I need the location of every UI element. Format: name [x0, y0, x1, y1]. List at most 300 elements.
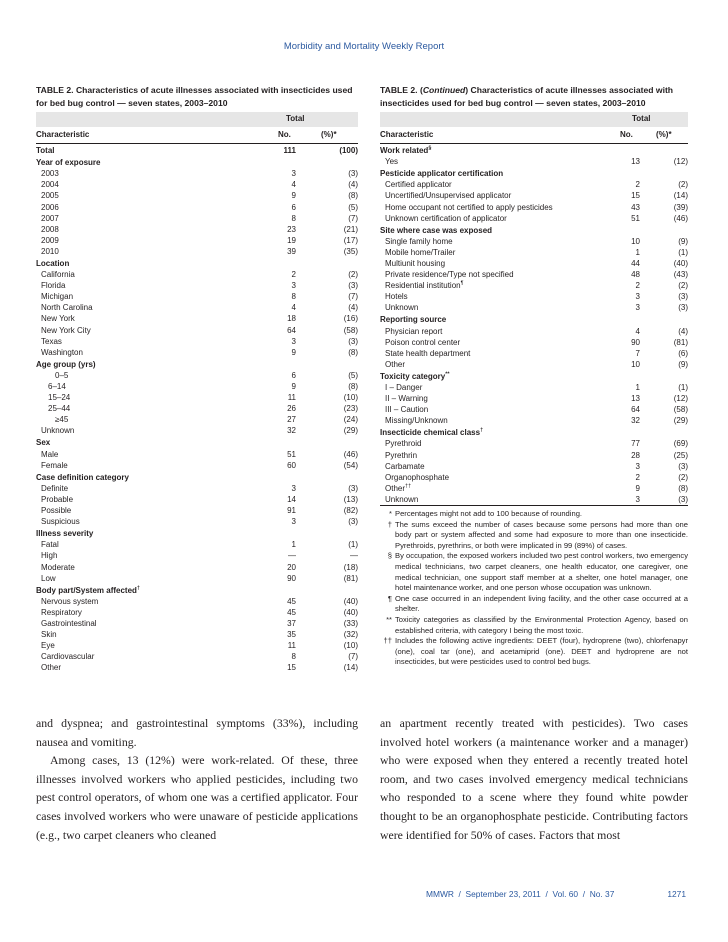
- row-label: [380, 144, 605, 156]
- table-row: [36, 516, 358, 527]
- label-text: Physician report: [385, 326, 443, 336]
- table-row: [36, 201, 358, 212]
- label-text: Age group (yrs): [36, 359, 96, 369]
- cell-percent: (33): [343, 618, 358, 628]
- footnote-mark: ††: [383, 636, 392, 646]
- row-label: [36, 257, 261, 269]
- table-title: TABLE 2. Characteristics of acute illnesses associated with insecticides used for bed bug control — seven states, 2003–2010: [36, 85, 353, 108]
- table-row: [36, 302, 358, 313]
- cell-number: 32: [287, 426, 296, 436]
- row-label: [380, 483, 605, 494]
- cell-number: 90: [631, 337, 640, 347]
- label-text: Work related: [380, 146, 429, 156]
- label-text: Unknown: [385, 494, 419, 504]
- cell-percent: (32): [343, 630, 358, 640]
- row-label: [380, 213, 605, 224]
- cell-percent: [640, 426, 688, 438]
- cell-number: 37: [287, 618, 296, 628]
- label-text: Other: [385, 359, 406, 369]
- table-row: [36, 596, 358, 607]
- table-2-part-2: [380, 84, 688, 668]
- cell-percent: (4): [678, 326, 688, 336]
- row-label: [36, 336, 261, 347]
- cell-number: [261, 358, 296, 370]
- table-row: [36, 483, 358, 494]
- cell-percent: (6): [678, 348, 688, 358]
- cell-number: 11: [287, 641, 296, 651]
- row-label: [36, 325, 261, 336]
- cell-percent: (3): [678, 303, 688, 313]
- table-row: [36, 607, 358, 618]
- col-characteristic: Characteristic: [380, 130, 434, 139]
- row-label: [36, 201, 261, 212]
- label-text: 2005: [41, 191, 59, 201]
- cell-number: 3: [291, 281, 296, 291]
- cell-number: —: [288, 551, 296, 561]
- col-percent: (%)*: [321, 130, 337, 139]
- cell-percent: (9): [678, 236, 688, 246]
- cell-percent: (8): [348, 191, 358, 201]
- cell-percent: [296, 358, 358, 370]
- table-row: [36, 179, 358, 190]
- table-row: [380, 269, 688, 280]
- cell-number: [605, 370, 640, 382]
- label-text: Probable: [41, 494, 74, 504]
- row-label: [380, 280, 605, 291]
- footnote: [380, 636, 688, 668]
- cell-number: 28: [631, 450, 640, 460]
- label-text: Washington: [41, 347, 83, 357]
- row-label: [36, 527, 261, 539]
- footnote-text: Includes the following active ingredients: DEET (four), hydroprene (two), chlorfenapyr (one), coal tar (one), and acetamiprid (one). DEET and hydroprene are not insecticides, but were pesticides used to control bed bugs.: [395, 636, 688, 667]
- row-label: [36, 403, 261, 414]
- cell-number: 1: [291, 540, 296, 550]
- footnote-marker: §: [428, 145, 432, 152]
- table-row: [36, 336, 358, 347]
- row-label: [380, 382, 605, 393]
- label-text: ≥45: [55, 415, 69, 425]
- label-text: Residential institution: [385, 281, 461, 291]
- label-text: II – Warning: [385, 394, 428, 404]
- table-row: [36, 370, 358, 381]
- cell-number: 27: [287, 415, 296, 425]
- label-text: Reporting source: [380, 315, 447, 325]
- table-2-part-1: [36, 84, 358, 673]
- cell-percent: (21): [343, 224, 358, 234]
- page-footer: [426, 889, 686, 899]
- cell-percent: (17): [343, 235, 358, 245]
- cell-number: 111: [283, 146, 296, 156]
- row-label: [380, 167, 605, 179]
- label-text: State health department: [385, 348, 471, 358]
- section-row: [380, 224, 688, 236]
- cell-percent: (14): [343, 663, 358, 673]
- label-text: Eye: [41, 641, 55, 651]
- row-label: [36, 483, 261, 494]
- cell-percent: [296, 527, 358, 539]
- band-label: Total: [286, 114, 305, 123]
- table-row: [380, 190, 688, 201]
- footnote-marker: **: [445, 371, 450, 378]
- cell-number: 3: [635, 494, 640, 504]
- section-row: [36, 584, 358, 596]
- cell-number: 64: [631, 405, 640, 415]
- label-text: Site where case was exposed: [380, 225, 493, 235]
- cell-number: 9: [291, 191, 296, 201]
- row-label: [36, 516, 261, 527]
- cell-number: [605, 167, 640, 179]
- label-text: Unknown: [41, 426, 75, 436]
- cell-percent: (8): [348, 382, 358, 392]
- row-label: [380, 190, 605, 201]
- cell-percent: (40): [343, 596, 358, 606]
- table-row: [36, 494, 358, 505]
- row-label: [36, 573, 261, 584]
- cell-percent: [640, 313, 688, 325]
- cell-percent: (10): [343, 393, 358, 403]
- row-label: [36, 561, 261, 572]
- cell-number: 2: [291, 270, 296, 280]
- page-number: 1271: [667, 889, 686, 899]
- cell-percent: (16): [343, 314, 358, 324]
- cell-number: 9: [291, 382, 296, 392]
- row-label: [36, 190, 261, 201]
- cell-percent: (40): [673, 258, 688, 268]
- cell-number: 11: [287, 393, 296, 403]
- row-label: [380, 337, 605, 348]
- table-row: [36, 425, 358, 436]
- table-row: [380, 450, 688, 461]
- table-row: [36, 662, 358, 673]
- table-row: [36, 168, 358, 179]
- table-bottom-rule: [380, 505, 688, 506]
- footnote: [380, 551, 688, 593]
- cell-percent: (12): [673, 157, 688, 167]
- cell-number: 3: [635, 292, 640, 302]
- cell-number: 6: [291, 370, 296, 380]
- cell-percent: [640, 224, 688, 236]
- cell-percent: (46): [343, 449, 358, 459]
- label-text: Possible: [41, 506, 72, 516]
- table-row: [380, 393, 688, 404]
- cell-number: 3: [291, 517, 296, 527]
- row-label: [380, 179, 605, 190]
- label-text: Fatal: [41, 540, 59, 550]
- cell-percent: (14): [673, 191, 688, 201]
- row-label: [36, 168, 261, 179]
- label-text: 2010: [41, 246, 59, 256]
- footnote-marker: ¶: [460, 280, 464, 287]
- label-text: 2008: [41, 224, 59, 234]
- cell-percent: (1): [678, 383, 688, 393]
- cell-number: 90: [287, 573, 296, 583]
- label-text: Skin: [41, 630, 57, 640]
- table-row: [380, 359, 688, 370]
- label-text: California: [41, 270, 75, 280]
- table-row: [380, 461, 688, 472]
- table-row: [380, 291, 688, 302]
- row-label: [380, 426, 605, 438]
- section-row: [36, 527, 358, 539]
- label-text: Sex: [36, 438, 51, 448]
- table-row: [36, 618, 358, 629]
- title-pre: TABLE 2. (: [380, 85, 423, 95]
- cell-number: 4: [291, 180, 296, 190]
- cell-number: 18: [287, 314, 296, 324]
- row-label: [36, 392, 261, 403]
- row-label: [380, 359, 605, 370]
- table-row: [36, 505, 358, 516]
- label-text: Male: [41, 449, 59, 459]
- label-text: North Carolina: [41, 303, 93, 313]
- table-row: [380, 280, 688, 291]
- cell-number: 14: [287, 494, 296, 504]
- cell-percent: (3): [678, 292, 688, 302]
- cell-percent: (35): [343, 246, 358, 256]
- footnote: [380, 520, 688, 552]
- cell-percent: (69): [673, 439, 688, 449]
- cell-number: 8: [291, 652, 296, 662]
- row-label: [36, 302, 261, 313]
- row-label: [36, 449, 261, 460]
- cell-percent: (40): [343, 607, 358, 617]
- cell-number: [605, 313, 640, 325]
- cell-percent: (3): [348, 281, 358, 291]
- label-text: Other: [41, 663, 62, 673]
- table-row: [36, 392, 358, 403]
- table-row: [380, 156, 688, 167]
- row-label: [36, 596, 261, 607]
- cell-number: [261, 156, 296, 168]
- section-row: [36, 156, 358, 168]
- section-row: [36, 257, 358, 269]
- footnote-marker: †: [480, 427, 484, 434]
- cell-percent: (5): [348, 370, 358, 380]
- table-row: [36, 539, 358, 550]
- table-row: [36, 573, 358, 584]
- table-row: [36, 213, 358, 224]
- table-row: [36, 561, 358, 572]
- cell-number: 77: [631, 439, 640, 449]
- row-label: [36, 584, 261, 596]
- cell-percent: [640, 144, 688, 156]
- label-text: Carbamate: [385, 461, 425, 471]
- cell-percent: (54): [343, 460, 358, 470]
- footnote-text: The sums exceed the number of cases because some persons had more than one body part or system affected and some had exposure to more than one insecticide. Pyrethroids, pyrethrins, or both were implicated in 99 (89%) of cases.: [395, 519, 688, 550]
- table-row: [36, 640, 358, 651]
- cell-number: 13: [631, 394, 640, 404]
- cell-number: 45: [287, 596, 296, 606]
- label-text: Low: [41, 573, 56, 583]
- label-text: Illness severity: [36, 529, 94, 539]
- row-label: [380, 269, 605, 280]
- cell-percent: [296, 156, 358, 168]
- label-text: Female: [41, 460, 68, 470]
- row-label: [380, 438, 605, 449]
- label-text: 25–44: [48, 404, 71, 414]
- cell-number: 35: [287, 630, 296, 640]
- row-label: [380, 291, 605, 302]
- row-label: [380, 302, 605, 313]
- label-text: Florida: [41, 281, 66, 291]
- label-text: Total: [36, 146, 55, 156]
- label-text: Moderate: [41, 562, 75, 572]
- title-post: ) Characteristics of acute illnesses associated with insecticides used for bed bug control — seven states, 2003–2010: [380, 85, 674, 108]
- table-row: [36, 190, 358, 201]
- cell-number: 32: [631, 416, 640, 426]
- cell-percent: [296, 471, 358, 483]
- table-row: [36, 313, 358, 324]
- label-text: Missing/Unknown: [385, 416, 448, 426]
- cell-number: [261, 527, 296, 539]
- cell-percent: [640, 370, 688, 382]
- cell-number: 3: [291, 336, 296, 346]
- cell-number: 2: [635, 281, 640, 291]
- cell-percent: (1): [678, 247, 688, 257]
- row-label: [380, 313, 605, 325]
- table-row: [36, 246, 358, 257]
- col-number: No.: [620, 130, 633, 139]
- table-row: [36, 403, 358, 414]
- row-label: [380, 224, 605, 236]
- label-text: Uncertified/Unsupervised applicator: [385, 191, 512, 201]
- table-row: [36, 291, 358, 302]
- cell-percent: (2): [348, 270, 358, 280]
- label-text: Suspicious: [41, 517, 80, 527]
- cell-number: 39: [287, 246, 296, 256]
- table-row: [36, 235, 358, 246]
- label-text: Pyrethroid: [385, 439, 422, 449]
- body-text-right: [380, 714, 688, 844]
- cell-percent: (3): [348, 336, 358, 346]
- cell-percent: (58): [673, 405, 688, 415]
- cell-percent: (81): [673, 337, 688, 347]
- cell-percent: (3): [348, 517, 358, 527]
- footnote-marker: †: [136, 585, 140, 592]
- label-text: Case definition category: [36, 472, 129, 482]
- col-percent: (%)*: [656, 130, 672, 139]
- footer-citation: MMWR / September 23, 2011 / Vol. 60 / No. 37: [426, 889, 615, 899]
- row-label: [380, 201, 605, 212]
- cell-number: 64: [287, 325, 296, 335]
- cell-number: 9: [635, 483, 640, 493]
- table-row: [36, 414, 358, 425]
- cell-percent: (81): [343, 573, 358, 583]
- cell-number: 7: [635, 348, 640, 358]
- cell-percent: (3): [348, 169, 358, 179]
- cell-number: [605, 426, 640, 438]
- col-characteristic: Characteristic: [36, 130, 90, 139]
- cell-number: 10: [631, 359, 640, 369]
- label-text: Unknown: [385, 303, 419, 313]
- footnote-mark: ¶: [387, 593, 392, 603]
- cell-number: 1: [635, 383, 640, 393]
- table-row: [380, 494, 688, 505]
- cell-number: 26: [287, 404, 296, 414]
- label-text: Michigan: [41, 292, 74, 302]
- footnote-text: By occupation, the exposed workers included two pest control workers, two emergency medical technicians, two carpet cleaners, one health educator, one caregiver, one medical technician, one support staff member at a shelter, one hotel manager, one hotel maintenance worker, and one person whose occupation was unknown.: [395, 551, 688, 593]
- cell-number: 43: [631, 202, 640, 212]
- col-number: No.: [278, 130, 291, 139]
- cell-percent: (24): [343, 415, 358, 425]
- cell-number: 51: [631, 213, 640, 223]
- cell-number: 9: [291, 347, 296, 357]
- label-text: Poison control center: [385, 337, 461, 347]
- row-label: [36, 651, 261, 662]
- table-row: [36, 280, 358, 291]
- row-label: [380, 348, 605, 359]
- label-text: Private residence/Type not specified: [385, 270, 514, 280]
- table-row: [380, 404, 688, 415]
- label-text: High: [41, 551, 58, 561]
- row-label: [380, 370, 605, 382]
- row-label: [36, 460, 261, 471]
- table-row: [380, 201, 688, 212]
- label-text: Definite: [41, 483, 69, 493]
- label-text: Yes: [385, 157, 399, 167]
- table-row: [380, 472, 688, 483]
- cell-number: [261, 471, 296, 483]
- label-text: Pesticide applicator certification: [380, 169, 504, 179]
- cell-percent: (25): [673, 450, 688, 460]
- cell-number: 8: [291, 213, 296, 223]
- label-text: Year of exposure: [36, 158, 101, 168]
- cell-number: 51: [287, 449, 296, 459]
- label-text: Multiunit housing: [385, 258, 446, 268]
- cell-percent: (8): [678, 483, 688, 493]
- row-label: [36, 494, 261, 505]
- label-text: Hotels: [385, 292, 408, 302]
- cell-percent: [640, 167, 688, 179]
- section-row: [380, 370, 688, 382]
- table-row: [380, 337, 688, 348]
- cell-percent: (7): [348, 213, 358, 223]
- footnote-text: Percentages might not add to 100 because of rounding.: [395, 509, 583, 518]
- label-text: 2003: [41, 169, 59, 179]
- label-text: Gastrointestinal: [41, 618, 97, 628]
- table-row: [380, 415, 688, 426]
- cell-number: 3: [635, 303, 640, 313]
- cell-percent: (100): [339, 146, 358, 156]
- cell-percent: (9): [678, 359, 688, 369]
- label-text: 15–24: [48, 393, 71, 403]
- footnote-marker: ††: [405, 483, 412, 490]
- label-text: Mobile home/Trailer: [385, 247, 456, 257]
- label-text: Body part/System affected: [36, 585, 137, 595]
- table-row: [36, 347, 358, 358]
- cell-percent: (5): [348, 202, 358, 212]
- label-text: III – Caution: [385, 405, 429, 415]
- cell-number: 48: [631, 270, 640, 280]
- row-label: [380, 393, 605, 404]
- column-header-row: [36, 127, 358, 144]
- table-title-continued: [380, 84, 688, 109]
- cell-number: 13: [631, 157, 640, 167]
- footnotes: [380, 509, 688, 668]
- row-label: [36, 505, 261, 516]
- row-label: [36, 662, 261, 673]
- cell-percent: (7): [348, 652, 358, 662]
- cell-percent: (1): [348, 540, 358, 550]
- row-label: [380, 258, 605, 269]
- data-table: [36, 144, 358, 673]
- label-text: Single family home: [385, 236, 453, 246]
- label-text: Unknown certification of applicator: [385, 213, 507, 223]
- row-label: [36, 213, 261, 224]
- cell-number: 44: [631, 258, 640, 268]
- cell-percent: (39): [673, 202, 688, 212]
- cell-percent: (7): [348, 292, 358, 302]
